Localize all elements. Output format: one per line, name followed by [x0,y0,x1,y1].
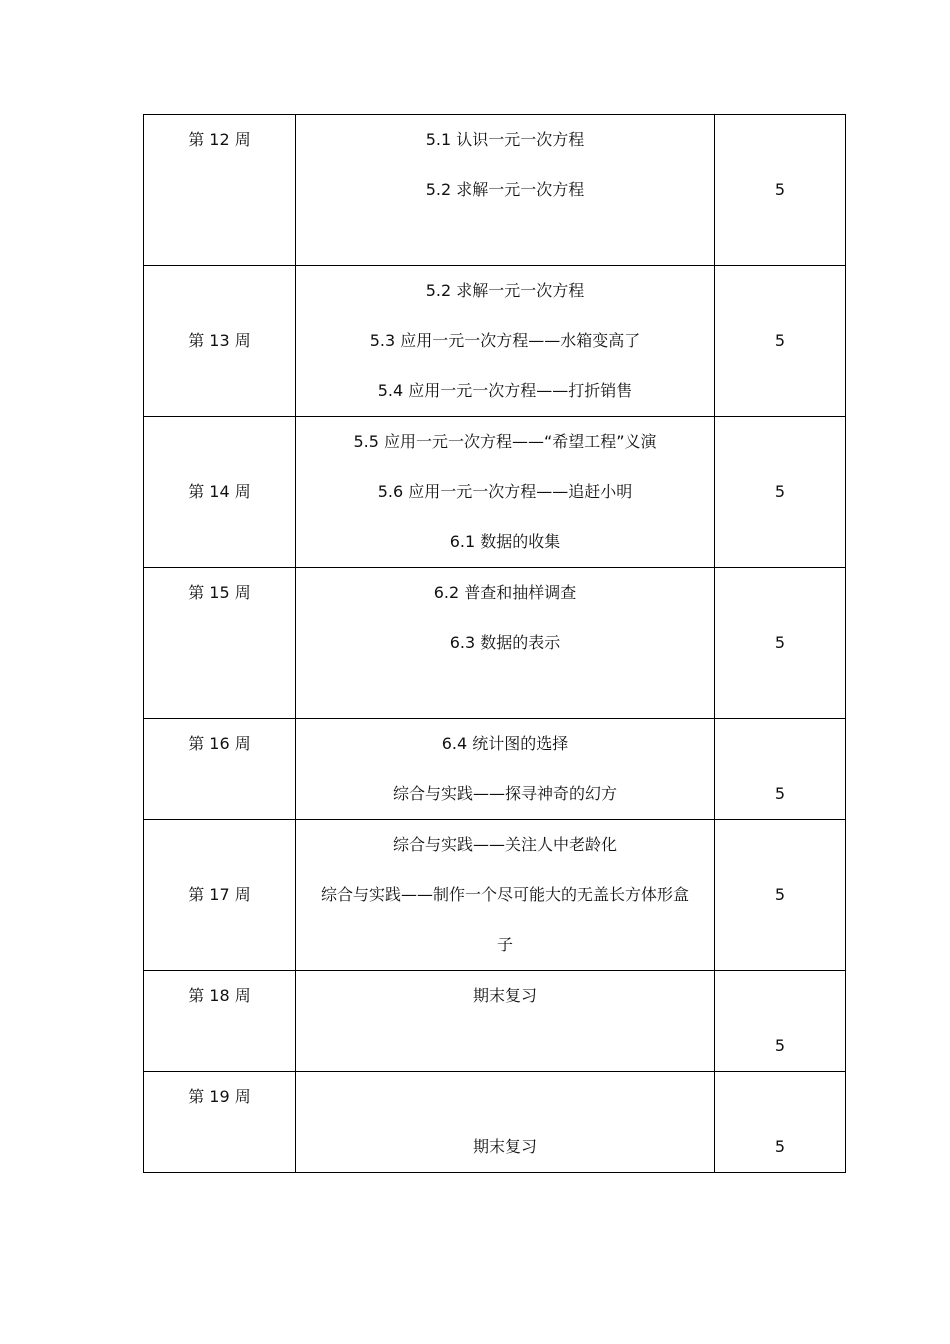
hours-cell [715,115,846,266]
week-cell [144,266,296,417]
week-label: 第 18 周 [188,986,251,1005]
content-cell [296,417,715,568]
week-label: 第 14 周 [188,482,251,501]
content-cell [296,719,715,820]
week-cell [144,719,296,820]
lesson-line: 综合与实践——探寻神奇的幻方 [392,784,617,803]
hours-cell [715,719,846,820]
schedule-table [143,114,846,1173]
table-row [144,971,846,1072]
week-label: 第 16 周 [188,734,251,753]
content-cell [296,971,715,1072]
lesson-line: 综合与实践——制作一个尽可能大的无盖长方体形盒 [320,885,689,904]
content-cell [296,1072,715,1173]
week-cell [144,971,296,1072]
week-label: 第 17 周 [188,885,251,904]
week-cell [144,820,296,971]
hours-cell [715,417,846,568]
hours-value: 5 [774,1036,786,1055]
lesson-line: 5.5 应用一元一次方程——“希望工程”义演 [353,432,657,451]
content-cell [296,266,715,417]
table-row [144,266,846,417]
hours-value: 5 [774,784,786,803]
week-label: 第 15 周 [188,583,251,602]
lesson-line: 综合与实践——关注人中老龄化 [392,835,617,854]
hours-cell [715,568,846,719]
hours-value: 5 [774,331,786,350]
lesson-line: 5.2 求解一元一次方程 [425,180,585,199]
lesson-line: 6.2 普查和抽样调查 [433,583,577,602]
lesson-line: 子 [496,935,513,954]
lesson-line: 5.1 认识一元一次方程 [425,130,585,149]
hours-cell [715,266,846,417]
lesson-line: 期末复习 [472,1137,537,1156]
table-row [144,417,846,568]
week-label: 第 12 周 [188,130,251,149]
lesson-line: 6.1 数据的收集 [449,532,561,551]
hours-cell [715,971,846,1072]
hours-value: 5 [774,633,786,652]
hours-value: 5 [774,885,786,904]
content-cell [296,820,715,971]
table-row [144,1072,846,1173]
schedule-body [144,115,846,1173]
hours-cell [715,1072,846,1173]
table-row [144,568,846,719]
week-label: 第 13 周 [188,331,251,350]
table-row [144,719,846,820]
lesson-line: 期末复习 [472,986,537,1005]
hours-value: 5 [774,482,786,501]
hours-value: 5 [774,1137,786,1156]
content-cell [296,115,715,266]
hours-cell [715,820,846,971]
week-cell [144,568,296,719]
table-row [144,820,846,971]
hours-value: 5 [774,180,786,199]
lesson-line: 6.3 数据的表示 [449,633,561,652]
lesson-line: 5.6 应用一元一次方程——追赶小明 [377,482,633,501]
week-label: 第 19 周 [188,1087,251,1106]
lesson-line: 5.3 应用一元一次方程——水箱变高了 [369,331,641,350]
lesson-line: 5.2 求解一元一次方程 [425,281,585,300]
week-cell [144,115,296,266]
week-cell [144,1072,296,1173]
week-cell [144,417,296,568]
lesson-line: 6.4 统计图的选择 [441,734,569,753]
lesson-line: 5.4 应用一元一次方程——打折销售 [377,381,633,400]
table-row [144,115,846,266]
content-cell [296,568,715,719]
